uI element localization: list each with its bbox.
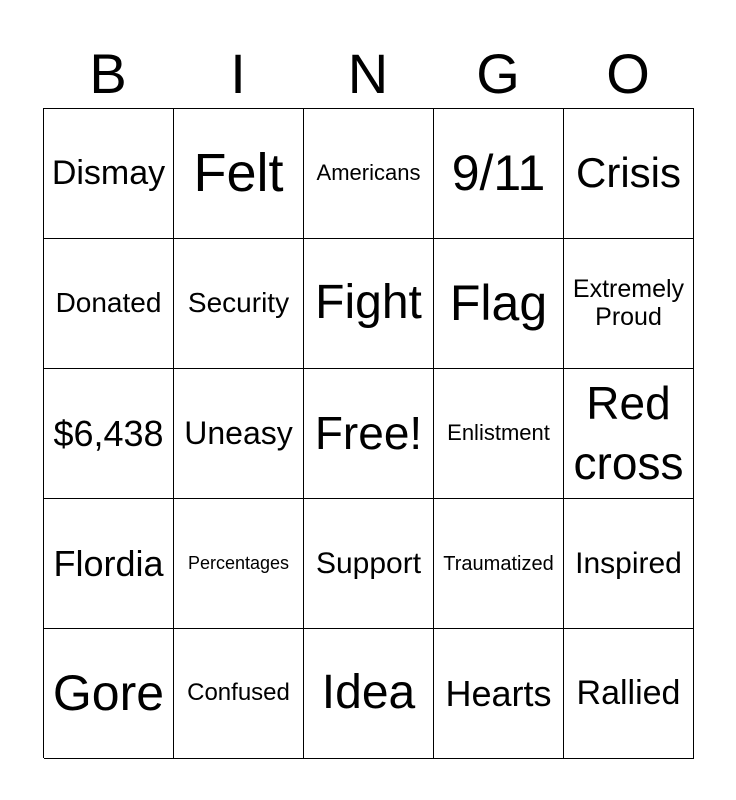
bingo-cell[interactable] [174,239,304,369]
cell-label: Rallied [576,673,681,712]
bingo-cell[interactable] [174,109,304,239]
cell-label: Gore [52,665,165,721]
cell-label: Dismay [51,153,166,192]
bingo-cell[interactable] [44,109,174,239]
bingo-cell[interactable] [304,499,434,629]
bingo-cell[interactable] [304,239,434,369]
cell-label: Idea [321,666,416,720]
cell-label: Free! [314,407,423,460]
bingo-board [43,108,694,758]
bingo-cell[interactable] [564,369,694,499]
bingo-cell[interactable] [44,499,174,629]
header-letter-o: O [606,42,650,105]
header-letter-i: I [230,42,246,105]
cell-label: Flag [449,275,548,331]
bingo-cell[interactable] [174,499,304,629]
bingo-cell[interactable] [304,109,434,239]
cell-label: Enlistment [447,420,550,446]
cell-label: Extremely Proud [572,275,685,331]
bingo-cell[interactable] [564,629,694,759]
cell-label: Fight [315,276,422,330]
cell-label: Red cross [573,376,684,489]
bingo-cell[interactable] [434,629,564,759]
header-letter-n: N [347,42,389,105]
cell-label: Confused [187,679,290,707]
cell-label: Traumatized [443,552,554,575]
cell-label: Inspired [575,547,682,580]
cell-label: Hearts [445,672,552,714]
bingo-cell[interactable] [434,109,564,239]
bingo-cell[interactable] [434,369,564,499]
bingo-cell[interactable] [44,239,174,369]
cell-label: Percentages [187,552,290,573]
bingo-cell[interactable] [564,109,694,239]
cell-label: $6,438 [53,412,164,454]
bingo-cell[interactable] [304,629,434,759]
cell-label: Support [315,547,422,580]
free-space-cell[interactable] [304,369,434,499]
cell-label: Security [187,287,290,319]
header-letter-b: B [89,42,127,105]
cell-label: 9/11 [451,145,546,201]
cell-label: Crisis [576,149,681,197]
cell-label: Uneasy [184,414,293,451]
bingo-header [43,40,693,108]
cell-label: Flordia [53,542,164,584]
cell-label: Felt [193,142,284,203]
bingo-cell[interactable] [174,369,304,499]
bingo-cell[interactable] [564,499,694,629]
bingo-cell[interactable] [174,629,304,759]
bingo-cell[interactable] [44,629,174,759]
header-letter-g: G [476,42,520,105]
bingo-cell[interactable] [44,369,174,499]
bingo-cell[interactable] [564,239,694,369]
bingo-cell[interactable] [434,239,564,369]
cell-label: Americans [316,160,421,186]
bingo-cell[interactable] [434,499,564,629]
cell-label: Donated [55,287,162,319]
